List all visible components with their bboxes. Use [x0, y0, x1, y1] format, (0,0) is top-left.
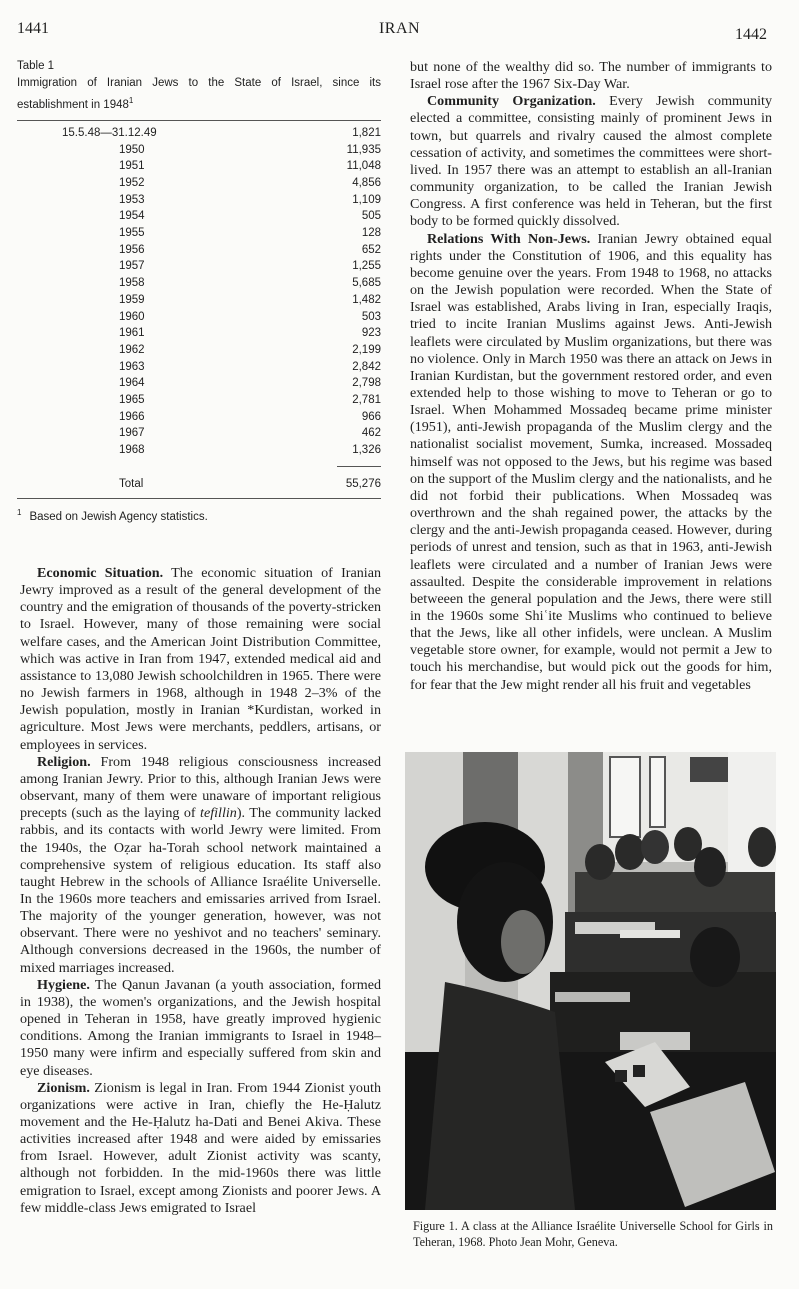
period-cell: 1958: [119, 277, 145, 290]
count-cell: 2,781: [352, 394, 381, 407]
period-cell: 1954: [119, 210, 145, 223]
period-cell: 1952: [119, 176, 145, 189]
count-cell: 2,798: [352, 377, 381, 390]
sum-rule: [337, 466, 381, 467]
count-cell: 1,821: [352, 126, 381, 139]
period-cell: 1956: [119, 243, 145, 256]
section-religion: Religion. From 1948 religious consciousness increased among Iranian Jewry. Prior to this, although Iranian Jews were observant, many of them were unaware of important religious precepts (such as the laying of tefillin). The community lacked rabbis, and its contacts with world Jewry were limited. From the 1940s, the Oẓar ha-Torah school network maintained a comprehensive system of religious education. Its staff also taught Hebrew in the schools of Alliance Israélite Universelle. In the 1960s more teachers and emissaries arrived from Israel. The majority of the younger generation, however, was not observant. There were no yeshivot and no teachers' seminary. Although conversions decreased in the 1960s, the number of mixed marriages increased.: [20, 753, 381, 976]
count-cell: 2,199: [352, 343, 381, 356]
table-row: [17, 325, 381, 342]
count-cell: 1,326: [352, 444, 381, 457]
period-cell: 1968: [119, 444, 145, 457]
period-cell: 1953: [119, 193, 145, 206]
count-cell: 923: [361, 327, 381, 340]
left-column-text: [20, 565, 381, 1217]
table-row: [17, 359, 381, 376]
count-cell: 1,482: [352, 293, 381, 306]
table-row: [17, 242, 381, 259]
table-row: [17, 258, 381, 275]
table-row: [17, 158, 381, 175]
period-cell: 1959: [119, 293, 145, 306]
count-cell: 4,856: [352, 176, 381, 189]
count-cell: 966: [361, 410, 381, 423]
table-row: [17, 309, 381, 326]
section-relations-non-jews: Relations With Non-Jews. Iranian Jewry obtained equal rights under the Constitution of 1906, and this equality has become genuine over the years. From 1948 to 1968, no attacks on the Jewish population were recorded. When the State of Israel was established, Arabs living in Iran, especially Iraqis, tried to incite Iranian Muslims against Jews. Anti-Jewish leaflets were circulated by Muslim organizations, but there was no violence. Only in March 1950 was there an attack on Jews in Iranian Kurdistan, but the government restored order, and even extended help to those wishing to move to Teheran or go to Israel. When Mohammed Mossadeq became prime minister (1951), anti-Jewish propaganda of the Muslim clergy and the nationalist socialist movement, Sumka, increased. Mossadeq himself was not opposed to the Jews, but his regime was based on the support of the Muslim clergy and the nationalists, and he did not forbid their publications. When Mossadeq was overthrown and the shah regained power, the attacks by the clergy and the anti-Jewish propaganda ceased. However, during periods of unrest and tension, such as that in 1963, anti-Jewish leaflets were circulated and a number of Iranian Jews were assaulted. Despite the considerable improvement in relations betweeen the general population and the Jews, there were still in the 1960s some Shiʿite Muslims who continued to believe that the Jews, like all other infidels, were unclean. A Muslim vegetable store owner, for example, would not permit a Jew to touch his merchandise, but would pick out the goods for him, for fear that the Jew might render all his fruit and vegetables: [410, 230, 772, 693]
table-row: [17, 392, 381, 409]
immigration-table: [17, 125, 381, 492]
period-cell: 1960: [119, 310, 145, 323]
table-row: [17, 225, 381, 242]
table-row: [17, 342, 381, 359]
table-row: [17, 192, 381, 209]
count-cell: 652: [361, 243, 381, 256]
table-row: [17, 275, 381, 292]
table-top-rule: [17, 120, 381, 121]
table-row: [17, 292, 381, 309]
figure-caption: Figure 1. A class at the Alliance Israélite Universelle School for Girls in Teheran, 1968. Photo Jean Mohr, Geneva.: [413, 1219, 773, 1249]
count-cell: 5,685: [352, 277, 381, 290]
period-cell: 15.5.48—31.12.49: [62, 126, 157, 139]
period-cell: 1962: [119, 343, 145, 356]
page-number-left: 1441: [17, 20, 49, 37]
section-zionism: Zionism. Zionism is legal in Iran. From 1944 Zionist youth organizations were active in Iran, chiefly the He-Ḥalutz movement and the He-Ḥalutz ha-Dati and Benei Akiva. These activities increased after 1948 and were aided by emissaries from Israel. However, adult Zionist activity was scanty, although not forbidden. In the mid-1960s there was little emigration to Israel, except among Zionists and poorer Jews. A few middle-class Jews emigrated to Israel: [20, 1079, 381, 1216]
photo-illustration: [405, 752, 776, 1210]
count-cell: 128: [361, 227, 381, 240]
table-row: [17, 125, 381, 142]
table-row: [17, 142, 381, 159]
period-cell: 1961: [119, 327, 145, 340]
period-cell: 1951: [119, 160, 145, 173]
count-cell: 505: [361, 210, 381, 223]
count-cell: 1,109: [352, 193, 381, 206]
total-value: 55,276: [345, 477, 381, 490]
running-head: IRAN: [378, 20, 421, 37]
count-cell: 1,255: [352, 260, 381, 273]
right-column-text: [410, 59, 772, 694]
period-cell: 1957: [119, 260, 145, 273]
section-community-organization: Community Organization. Every Jewish community elected a committee, consisting mainly of prominent Jews in town, but quarrels and rivalry caused the almost complete cessation of activity, and sometimes the committees were short-lived. In 1957 there was an attempt to establish an all-Iranian community organization, to be called the Iranian Jewish Congress. A first conference was held in Teheran, but the first body to be formed quickly dissolved.: [410, 93, 772, 230]
table-caption: Immigration of Iranian Jews to the State of Israel, since its establishment in 1948$^1$: [17, 77, 381, 111]
immigration-table-block: [17, 58, 381, 523]
count-cell: 503: [361, 310, 381, 323]
total-label: Total: [119, 477, 144, 490]
table-row: [17, 175, 381, 192]
count-cell: 462: [361, 427, 381, 440]
table-row: [17, 375, 381, 392]
table-footnote: $^1$ Based on Jewish Agency statistics.: [17, 508, 208, 524]
table-row: [17, 442, 381, 459]
period-cell: 1964: [119, 377, 145, 390]
section-economic: Economic Situation. The economic situation of Iranian Jewry improved as a result of the general development of the country and the emigration of thousands of the poverty-stricken to Israel. However, many of those remaining were social welfare cases, and the American Joint Distribution Committee, which was active in Iran from 1947, extended medical aid and assistance to 13,080 Jewish schoolchildren in 1965. There were no Jewish farmers in 1968, although in 1948 2–3% of the Jewish population, mostly in Iranian *Kurdistan, worked in agriculture. Most Jews were merchants, peddlers, artisans, or employees in services.: [20, 565, 381, 753]
count-cell: 11,935: [346, 143, 381, 156]
period-cell: 1963: [119, 360, 145, 373]
sum-rule-row: [17, 459, 381, 476]
table-row: [17, 425, 381, 442]
period-cell: 1967: [119, 427, 145, 440]
table-bottom-rule: [17, 498, 381, 499]
table-row: [17, 208, 381, 225]
period-cell: 1965: [119, 394, 145, 407]
table-row: [17, 409, 381, 426]
period-cell: 1950: [119, 143, 145, 156]
section-hygiene: Hygiene. The Qanun Javanan (a youth association, formed in 1938), the women's organizations, and the Jewish hospital opened in Teheran in 1958, have greatly improved hygienic conditions. Among the Iranian immigrants to Israel in 1948–1950 many were infirm and especially suffered from skin and eye diseases.: [20, 976, 381, 1079]
period-cell: 1966: [119, 410, 145, 423]
period-cell: 1955: [119, 227, 145, 240]
page-number-right: 1442: [735, 26, 767, 43]
count-cell: 11,048: [346, 160, 381, 173]
total-row: [17, 476, 381, 493]
caption-footnote-mark: 1: [128, 96, 134, 105]
continuation-paragraph: but none of the wealthy did so. The number of immigrants to Israel rose after the 1967 Six-Day War.: [410, 59, 772, 93]
count-cell: 2,842: [352, 360, 381, 373]
table-label: Table 1: [17, 60, 55, 72]
classroom-photo: [405, 752, 776, 1210]
